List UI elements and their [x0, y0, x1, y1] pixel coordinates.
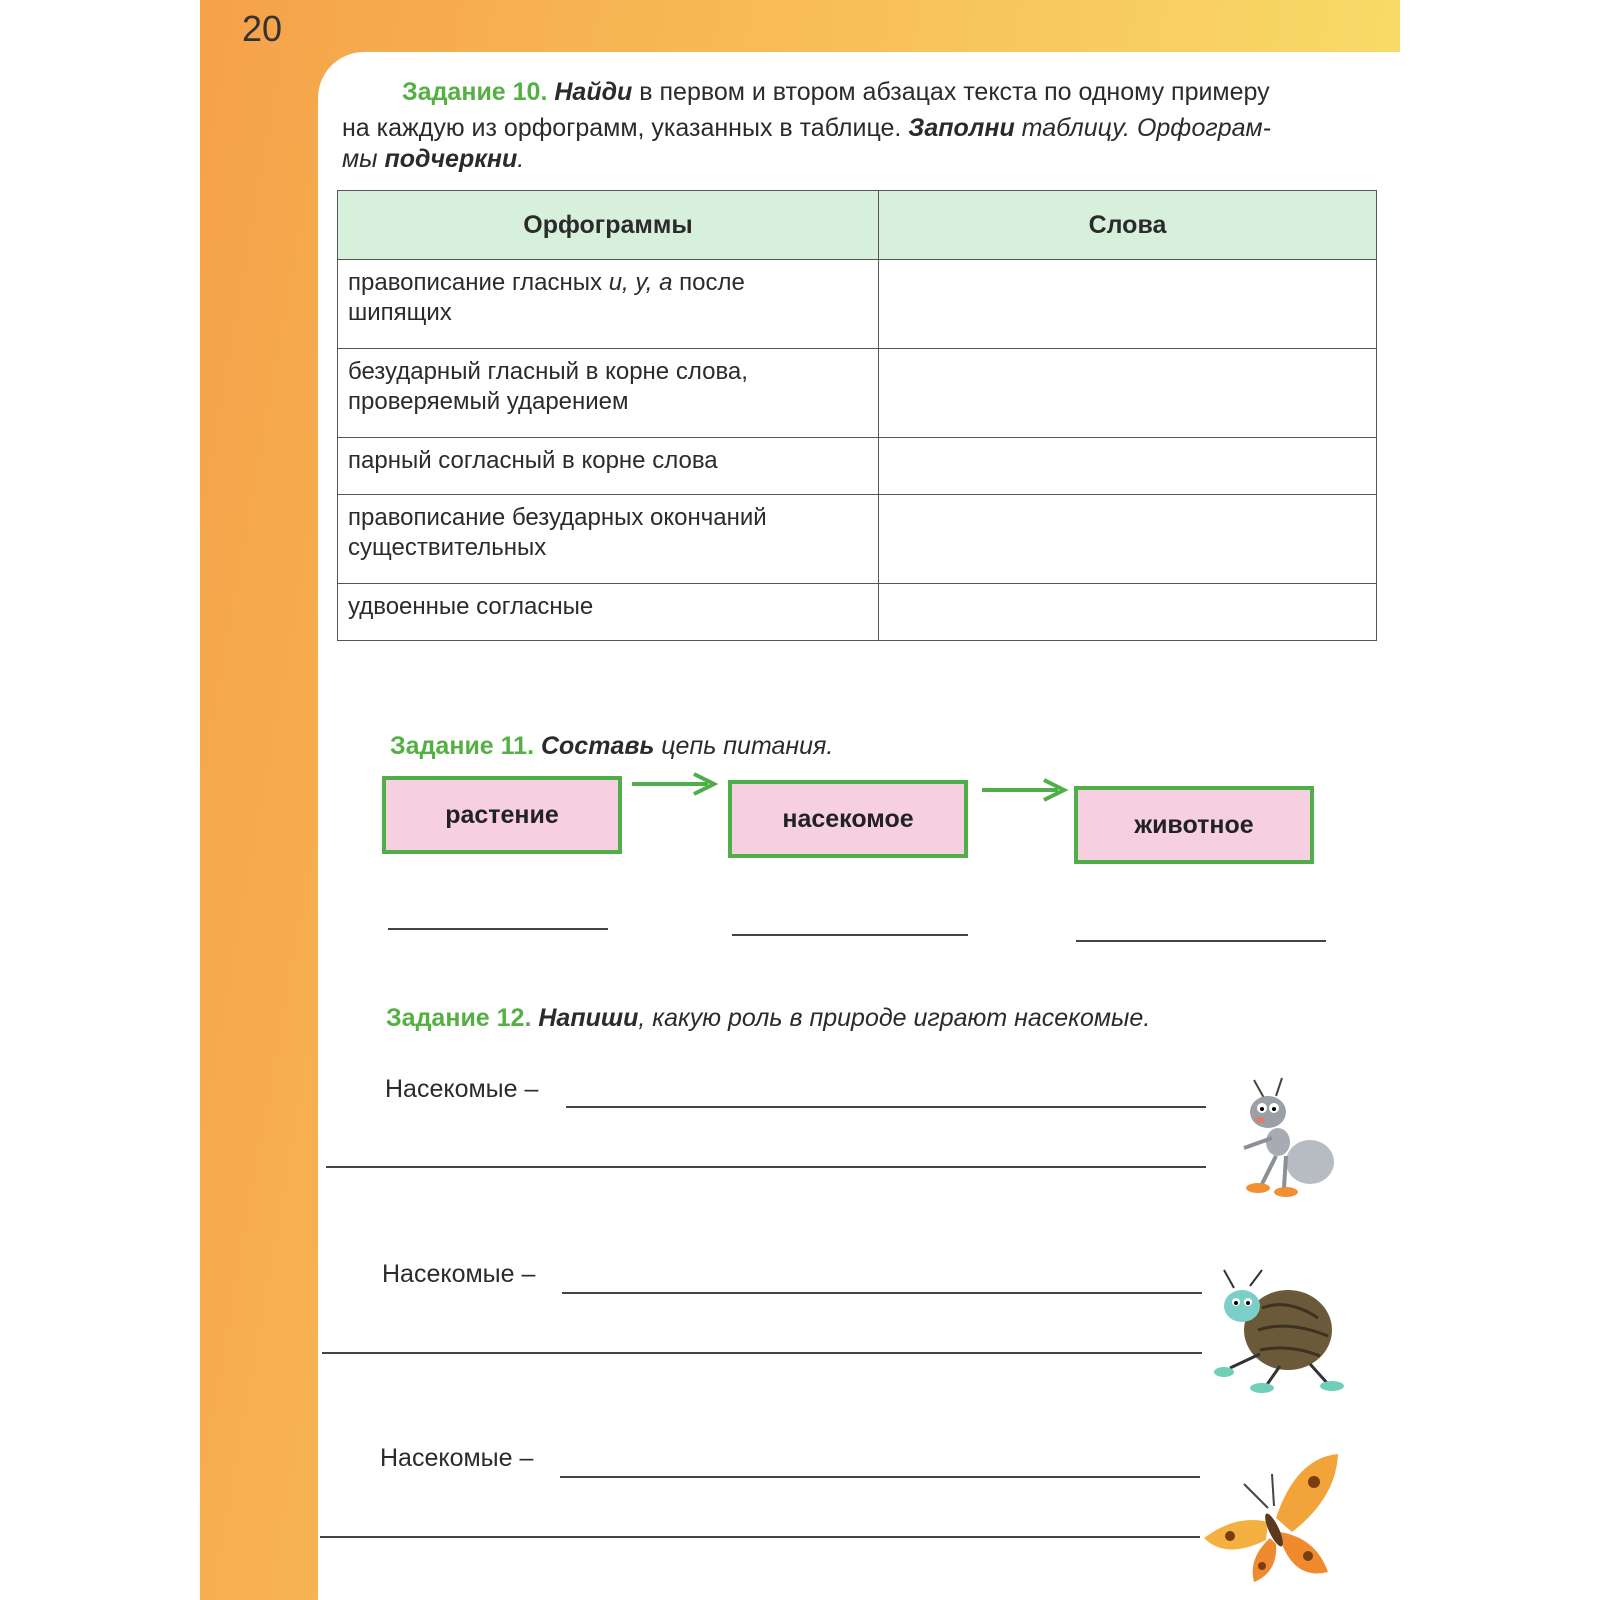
table-cell-words-input[interactable] — [879, 584, 1377, 641]
task11-heading — [390, 730, 833, 763]
cell-text: после — [672, 269, 745, 296]
task11-number: Задание 11. — [390, 732, 535, 760]
chain-box-insect: насекомое — [728, 780, 968, 858]
beetle-icon — [1200, 1268, 1350, 1398]
answer-line-3b[interactable] — [320, 1536, 1200, 1538]
table-header-orthograms: Орфограммы — [338, 191, 879, 260]
chain-answer-line-2[interactable] — [732, 934, 968, 936]
task12-text: , какую роль в природе играют насекомые. — [638, 1004, 1151, 1032]
answer-line-2a[interactable] — [562, 1292, 1202, 1294]
cell-text: правописание гласных — [348, 269, 609, 296]
cell-text: существительных — [348, 534, 547, 561]
task11-text: цепь питания. — [654, 732, 834, 760]
cell-text: безударный гласный в корне слова, — [348, 358, 748, 385]
cell-text: удвоенные согласные — [348, 593, 594, 620]
ant-icon — [1232, 1076, 1342, 1206]
task10-text-4: мы — [342, 145, 385, 173]
cell-text: правописание безударных окончаний — [348, 504, 767, 531]
task10-text-1: в первом и втором абзацах текста по одному примеру — [632, 78, 1270, 106]
task10-text-2: на каждую из орфограмм, указанных в таблице. — [342, 114, 909, 142]
table-header-words: Слова — [879, 191, 1377, 260]
table-row — [338, 349, 1377, 438]
table-row — [338, 584, 1377, 641]
cell-text: проверяемый ударением — [348, 388, 629, 415]
task10-verb-find: Найди — [554, 78, 633, 106]
chain-arrow-1 — [630, 770, 722, 798]
answer-line-3a[interactable] — [560, 1476, 1200, 1478]
table-cell-orthogram — [338, 584, 879, 641]
task10-verb-underline: подчеркни — [384, 145, 518, 173]
chain-box-plant: растение — [382, 776, 622, 854]
cell-text-italic: и, у, а — [608, 269, 673, 296]
table-row — [338, 438, 1377, 495]
task12-number: Задание 12. — [386, 1004, 532, 1032]
table-cell-orthogram — [338, 438, 879, 495]
task11-verb: Составь — [540, 732, 655, 760]
table-cell-words-input[interactable] — [879, 349, 1377, 438]
task12-verb: Напиши — [538, 1004, 639, 1032]
answer-label-1: Насекомые – — [385, 1075, 539, 1103]
table-cell-words-input[interactable] — [879, 495, 1377, 584]
task10-text-3: таблицу. Орфограм- — [1014, 114, 1271, 142]
answer-label-3: Насекомые – — [380, 1444, 534, 1472]
table-cell-words-input[interactable] — [879, 438, 1377, 495]
chain-answer-line-3[interactable] — [1076, 940, 1326, 942]
task10-number: Задание 10. — [402, 78, 548, 106]
chain-answer-line-1[interactable] — [388, 928, 608, 930]
scan-margin — [0, 0, 200, 1600]
cell-text: шипящих — [348, 299, 452, 326]
table-cell-orthogram — [338, 495, 879, 584]
orthogram-table — [337, 190, 1377, 641]
answer-line-1b[interactable] — [326, 1166, 1206, 1168]
table-cell-orthogram — [338, 349, 879, 438]
task10-line3 — [342, 143, 524, 176]
butterfly-icon — [1196, 1448, 1346, 1588]
chain-arrow-2 — [980, 776, 1072, 804]
cell-text: парный согласный в корне слова — [348, 447, 718, 474]
page-number: 20 — [242, 8, 283, 49]
chain-box-animal: животное — [1074, 786, 1314, 864]
task10-line1 — [402, 76, 1270, 109]
table-row — [338, 495, 1377, 584]
task10-line2 — [342, 112, 1271, 145]
table-row — [338, 260, 1377, 349]
task10-verb-fill: Заполни — [908, 114, 1015, 142]
task12-heading — [386, 1002, 1150, 1035]
task10-text-5: . — [517, 145, 525, 173]
answer-line-2b[interactable] — [322, 1352, 1202, 1354]
answer-line-1a[interactable] — [566, 1106, 1206, 1108]
table-cell-orthogram — [338, 260, 879, 349]
answer-label-2: Насекомые – — [382, 1260, 536, 1288]
table-header-row — [338, 191, 1377, 260]
table-cell-words-input[interactable] — [879, 260, 1377, 349]
